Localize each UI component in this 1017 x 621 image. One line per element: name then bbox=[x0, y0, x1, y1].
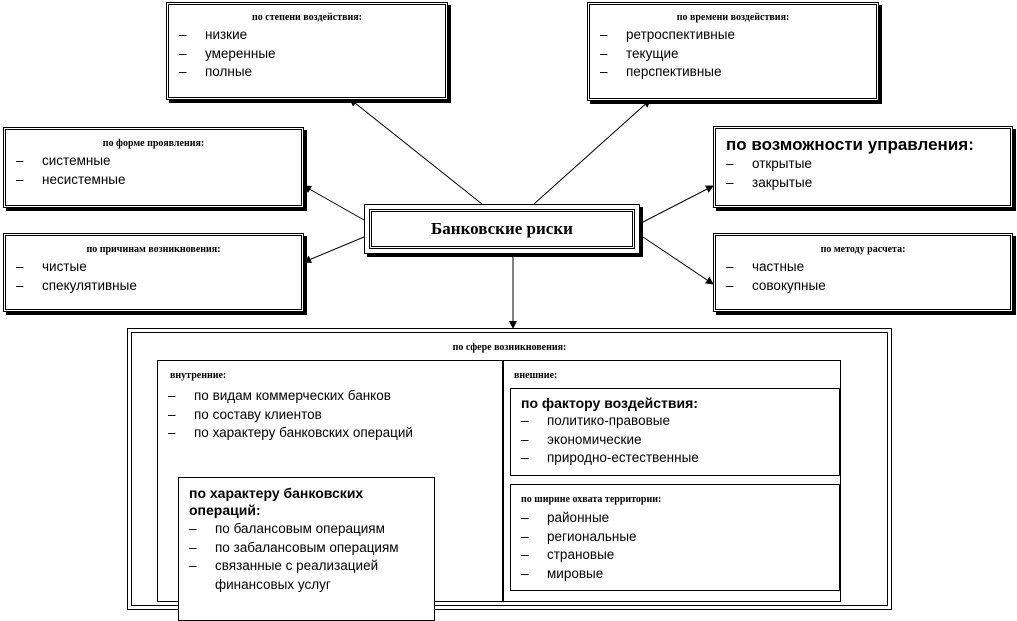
list-item: – по характеру банковских операций bbox=[158, 424, 502, 443]
list-item: – умеренные bbox=[169, 45, 445, 64]
causes-box bbox=[3, 233, 304, 312]
list-item: – низкие bbox=[169, 26, 445, 45]
list-item: – по забалансовым операциям bbox=[179, 539, 434, 558]
factor-title: по фактору воздействия: bbox=[521, 395, 698, 411]
management-list bbox=[716, 155, 1010, 192]
time-box bbox=[587, 2, 879, 101]
list-item: – районные bbox=[511, 509, 839, 528]
list-item: – текущие bbox=[590, 45, 876, 64]
degree-title: по степени воздействия: bbox=[252, 12, 362, 23]
list-item: – мировые bbox=[511, 565, 839, 584]
form-box bbox=[3, 127, 304, 208]
causes-title: по причинам возникновения: bbox=[86, 244, 221, 255]
list-item: – связанные с реализацией bbox=[179, 557, 434, 576]
causes-list bbox=[6, 258, 301, 295]
operations-title-line1: по характеру банковских bbox=[189, 485, 364, 501]
list-item: – по балансовым операциям bbox=[179, 520, 434, 539]
list-item: – несистемные bbox=[6, 171, 301, 190]
list-item: – экономические bbox=[511, 431, 839, 450]
list-item: – частные bbox=[716, 258, 1010, 277]
management-title: по возможности управления: bbox=[726, 135, 974, 154]
list-item: – открытые bbox=[716, 155, 1010, 174]
operations-title-line2: операций: bbox=[189, 502, 261, 518]
internal-title: внутренние: bbox=[170, 370, 227, 381]
factor-box bbox=[510, 388, 840, 476]
degree-list bbox=[169, 26, 445, 82]
degree-box bbox=[166, 2, 448, 100]
arrow-to-form bbox=[304, 186, 364, 220]
arrow-to-time bbox=[534, 100, 650, 204]
list-item: – перспективные bbox=[590, 63, 876, 82]
form-title: по форме проявления: bbox=[102, 138, 205, 149]
operations-list bbox=[179, 520, 434, 594]
list-item: – полные bbox=[169, 63, 445, 82]
territory-box bbox=[510, 484, 840, 591]
time-list bbox=[590, 26, 876, 82]
external-title: внешние: bbox=[514, 370, 558, 381]
list-item: – ретроспективные bbox=[590, 26, 876, 45]
list-item: – закрытые bbox=[716, 174, 1010, 193]
territory-list bbox=[511, 509, 839, 583]
list-item: – совокупные bbox=[716, 277, 1010, 296]
internal-list bbox=[158, 387, 502, 443]
list-item: – природно-естественные bbox=[511, 449, 839, 468]
arrow-to-degree bbox=[350, 99, 482, 204]
list-item: – по составу клиентов bbox=[158, 406, 502, 425]
list-item: – региональные bbox=[511, 528, 839, 547]
time-title: по времени воздействия: bbox=[676, 12, 790, 23]
operations-box bbox=[178, 477, 435, 621]
list-item: – страновые bbox=[511, 546, 839, 565]
management-box bbox=[713, 126, 1013, 208]
list-item: – по видам коммерческих банков bbox=[158, 387, 502, 406]
internal-panel bbox=[157, 360, 504, 602]
calc-box bbox=[713, 233, 1013, 312]
external-panel bbox=[504, 360, 841, 602]
calc-title: по методу расчета: bbox=[820, 244, 906, 255]
sphere-box bbox=[127, 328, 892, 610]
calc-list bbox=[716, 258, 1010, 295]
factor-list bbox=[511, 412, 839, 468]
form-list bbox=[6, 152, 301, 189]
list-item: – политико-правовые bbox=[511, 412, 839, 431]
list-item-continuation: финансовых услуг bbox=[215, 576, 331, 592]
list-item: – чистые bbox=[6, 258, 301, 277]
arrow-to-calc bbox=[643, 237, 713, 284]
list-item: – системные bbox=[6, 152, 301, 171]
list-item: – спекулятивные bbox=[6, 277, 301, 296]
center-node bbox=[364, 204, 640, 254]
arrow-to-causes bbox=[304, 237, 364, 262]
arrow-to-management bbox=[643, 186, 713, 222]
sphere-title: по сфере возникновения: bbox=[452, 342, 567, 353]
territory-title: по ширине охвата территории: bbox=[521, 494, 662, 505]
center-title: Банковские риски bbox=[369, 209, 635, 249]
